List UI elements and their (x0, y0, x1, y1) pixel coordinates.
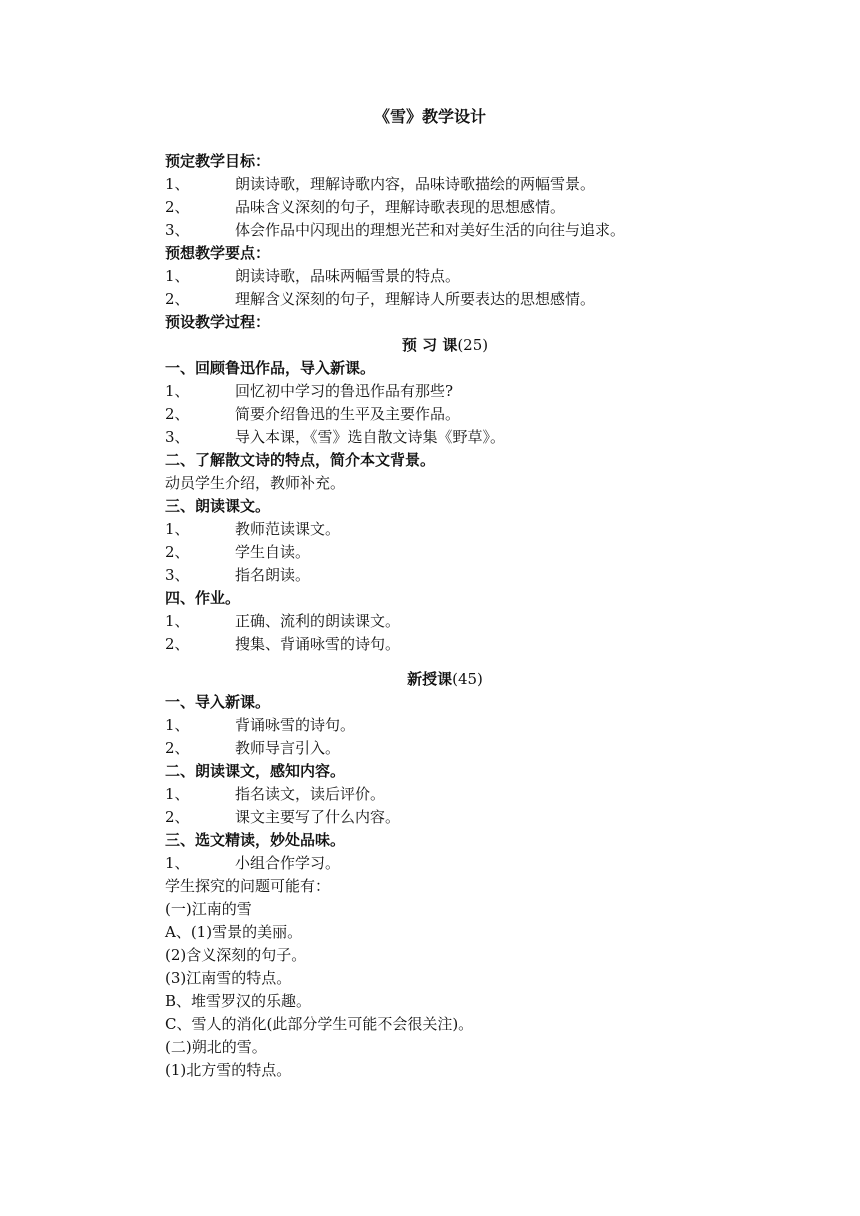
item-text: 学生自读。 (235, 543, 311, 561)
item-text: 正确、流利的朗读课文。 (235, 612, 401, 630)
objective-item (165, 173, 725, 196)
item-number: 3、 (165, 428, 190, 446)
item-number: 1、 (165, 612, 190, 630)
item-number: 1、 (165, 716, 190, 734)
item-number: 1、 (165, 785, 190, 803)
item-text: 指名朗读。 (235, 566, 311, 584)
item-text: 指名读文，读后评价。 (235, 785, 386, 803)
item-number: 2、 (165, 635, 190, 653)
item-number: 1、 (165, 382, 190, 400)
item-number: 1、 (165, 267, 190, 285)
objective-item (165, 219, 725, 242)
list-item (165, 714, 725, 737)
item-text: 理解含义深刻的句子，理解诗人所要表达的思想感情。 (235, 290, 596, 308)
item-text: 教师范读课文。 (235, 520, 341, 538)
list-item (165, 610, 725, 633)
keypoint-item (165, 288, 725, 311)
note-line: C、雪人的消化(此部分学生可能不会很关注)。 (165, 1015, 474, 1033)
section-heading: 四、作业。 (165, 589, 241, 607)
lesson-heading (165, 668, 725, 691)
note-line: B、堆雪罗汉的乐趣。 (165, 992, 312, 1010)
document-body (165, 150, 725, 1082)
list-item (165, 783, 725, 806)
objectives-heading: 预定教学目标： (165, 152, 271, 170)
note-line: (3)江南雪的特点。 (165, 969, 292, 987)
list-item (165, 737, 725, 760)
process-heading: 预设教学过程： (165, 313, 271, 331)
section-heading: 二、朗读课文，感知内容。 (165, 762, 346, 780)
note-line: (2)含义深刻的句子。 (165, 946, 307, 964)
item-number: 3、 (165, 566, 190, 584)
list-item (165, 426, 725, 449)
item-number: 3、 (165, 221, 190, 239)
item-text: 朗读诗歌，品味两幅雪景的特点。 (235, 267, 461, 285)
note-line: (1)北方雪的特点。 (165, 1061, 292, 1079)
keypoint-item (165, 265, 725, 288)
note-line: (一)江南的雪 (165, 900, 252, 918)
section-heading: 一、回顾鲁迅作品，导入新课。 (165, 359, 376, 377)
note-line: A、(1)雪景的美丽。 (165, 923, 303, 941)
document-title: 《雪》教学设计 (373, 107, 486, 126)
item-number: 1、 (165, 520, 190, 538)
list-item (165, 852, 725, 875)
spacer (165, 656, 725, 668)
item-number: 2、 (165, 808, 190, 826)
list-item (165, 403, 725, 426)
list-item (165, 518, 725, 541)
list-item (165, 541, 725, 564)
item-number: 2、 (165, 739, 190, 757)
lesson-hours: (45) (452, 670, 483, 688)
section-heading: 二、了解散文诗的特点，简介本文背景。 (165, 451, 436, 469)
lesson-heading (165, 334, 725, 357)
item-number: 1、 (165, 175, 190, 193)
objective-item (165, 196, 725, 219)
item-text: 朗读诗歌，理解诗歌内容，品味诗歌描绘的两幅雪景。 (235, 175, 596, 193)
item-text: 体会作品中闪现出的理想光芒和对美好生活的向往与追求。 (235, 221, 626, 239)
item-number: 1、 (165, 854, 190, 872)
item-number: 2、 (165, 290, 190, 308)
note-line: (二)朔北的雪。 (165, 1038, 267, 1056)
section-heading: 三、朗读课文。 (165, 497, 271, 515)
item-text: 导入本课，《雪》选自散文诗集《野草》。 (235, 428, 506, 446)
item-text: 搜集、背诵咏雪的诗句。 (235, 635, 401, 653)
item-text: 教师导言引入。 (235, 739, 341, 757)
item-text: 回忆初中学习的鲁迅作品有那些? (235, 382, 454, 400)
item-text: 品味含义深刻的句子，理解诗歌表现的思想感情。 (235, 198, 566, 216)
list-item (165, 564, 725, 587)
item-number: 2、 (165, 198, 190, 216)
item-text: 课文主要写了什么内容。 (235, 808, 401, 826)
list-item (165, 633, 725, 656)
lesson-name: 预 习 课 (401, 336, 458, 354)
section-heading: 三、选文精读，妙处品味。 (165, 831, 346, 849)
list-item (165, 380, 725, 403)
section-heading: 一、导入新课。 (165, 693, 271, 711)
lesson-hours: (25) (457, 336, 489, 354)
item-text: 背诵咏雪的诗句。 (235, 716, 356, 734)
item-number: 2、 (165, 405, 190, 423)
list-item (165, 806, 725, 829)
lesson-name: 新授课 (407, 670, 453, 688)
item-text: 简要介绍鲁迅的生平及主要作品。 (235, 405, 461, 423)
item-number: 2、 (165, 543, 190, 561)
item-text: 小组合作学习。 (235, 854, 341, 872)
paragraph: 动员学生介绍，教师补充。 (165, 474, 346, 492)
note-line: 学生探究的问题可能有： (165, 877, 331, 895)
keypoints-heading: 预想教学要点： (165, 244, 271, 262)
